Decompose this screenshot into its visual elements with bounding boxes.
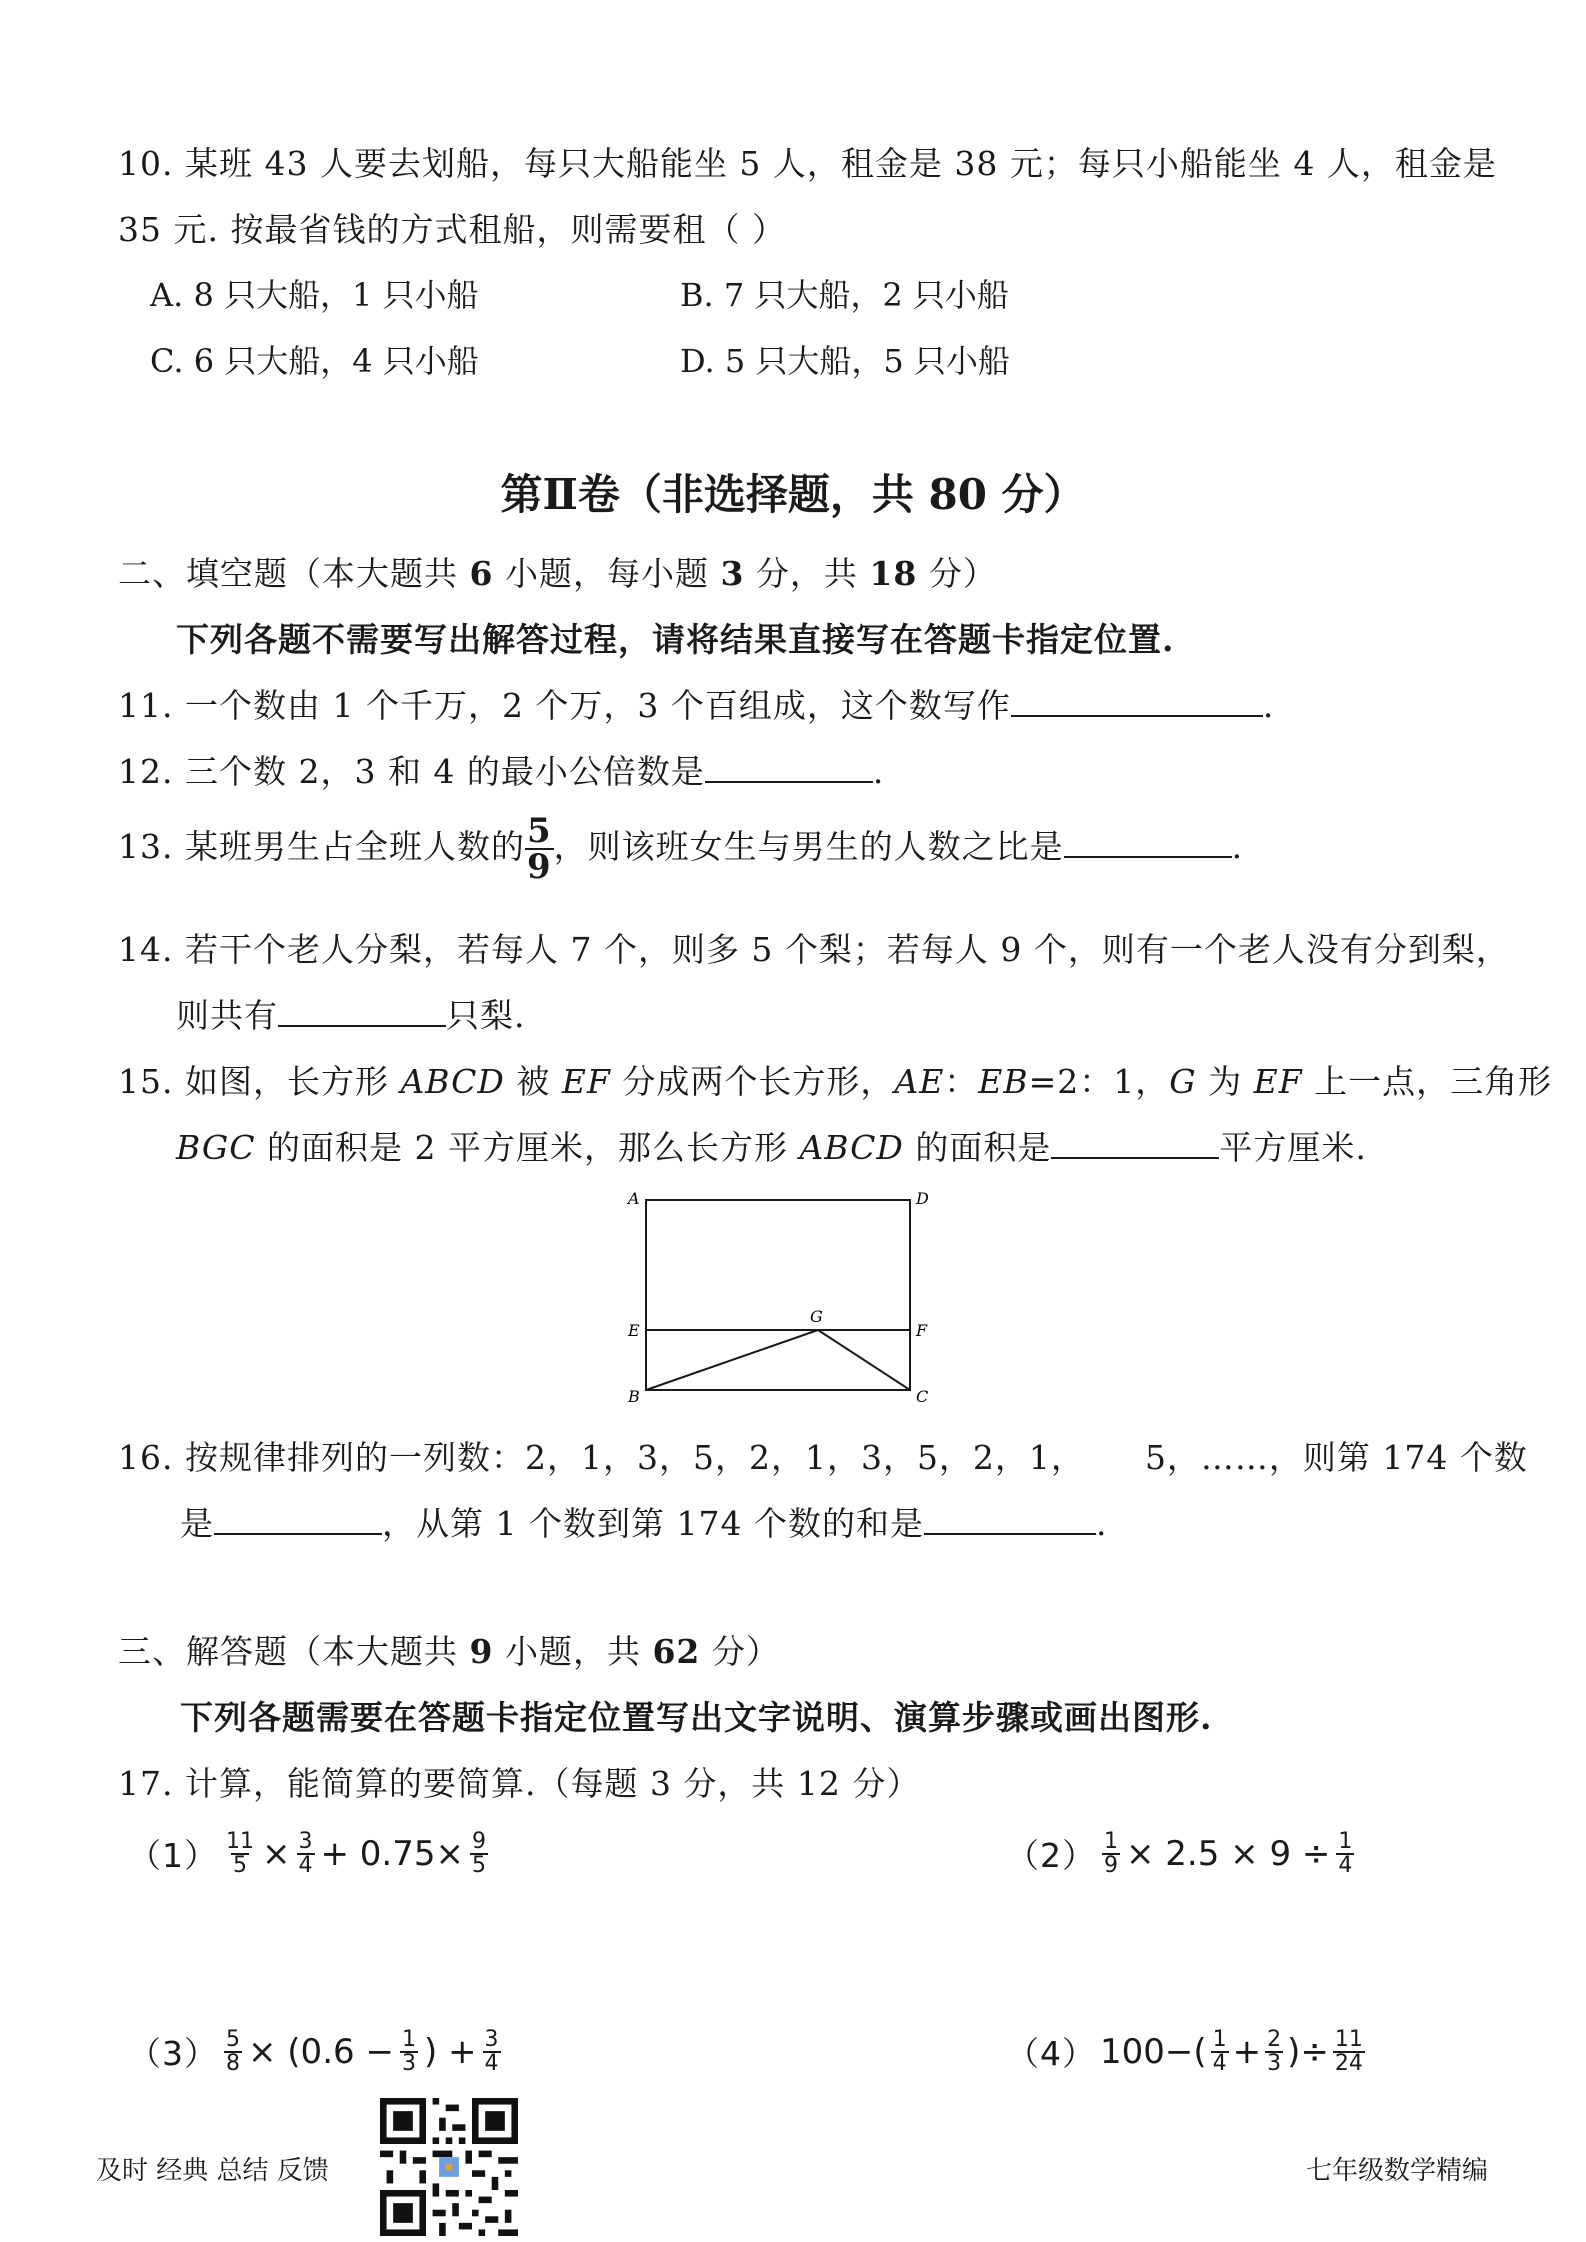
q11-answer-blank [1011, 685, 1263, 717]
label-a: A [628, 1189, 640, 1208]
q14-line2: 则共有 只梨. [176, 996, 526, 1035]
q10-option-a: A. 8 只大船，1 只小船 [150, 276, 479, 314]
label-c: C [916, 1387, 929, 1406]
q16-line2: 是 ，从第 1 个数到第 174 个数的和是 . [180, 1504, 1108, 1543]
section2-instruction: 下列各题不需要写出解答过程，请将结果直接写在答题卡指定位置. [176, 620, 1175, 659]
q17-title: 17. 计算，能简算的要简算.（每题 3 分，共 12 分） [118, 1764, 921, 1803]
segment-gc [818, 1330, 910, 1390]
label-b: B [628, 1387, 640, 1406]
label-g: G [810, 1307, 823, 1326]
q17-part2: （2） $\frac{1}{9}$ × 2.5 × 9 ÷ $\frac{1}{4}$ [1006, 1828, 1353, 1878]
q13: 13. 某班男生占全班人数的 $\frac{5}{9}$ ，则该班女生与男生的人数之比是 . [118, 811, 1244, 887]
q15-line1: 15. 如图，长方形 ABCD 被 EF 分成两个长方形，AE：EB=2：1，G 为 EF 上一点，三角形 [118, 1062, 1553, 1101]
segment-bg [646, 1330, 818, 1390]
q12: 12. 三个数 2，3 和 4 的最小公倍数是 . [118, 752, 885, 791]
q14-answer-blank [278, 995, 446, 1027]
section2-heading: 二、填空题（本大题共 6 小题，每小题 3 分，共 18 分） [118, 554, 997, 593]
q13-fraction: $\frac{5}{9}$ [526, 811, 552, 887]
q15-answer-blank [1051, 1127, 1219, 1159]
label-d: D [916, 1189, 929, 1208]
q17-part3: （3） $\frac{5}{8}$ × (0.6 − $\frac{1}{3}$ ) + $\frac{3}{4}$ [128, 2026, 499, 2076]
label-f: F [916, 1321, 928, 1340]
rectangle-figure [620, 1180, 940, 1410]
q10-line2: 35 元. 按最省钱的方式租船，则需要租（ ） [118, 210, 786, 249]
footer-left: 及时 经典 总结 反馈 [96, 2156, 329, 2186]
q14-line1: 14. 若干个老人分梨，若每人 7 个，则多 5 个梨；若每人 9 个，则有一个老人没有分到梨， [118, 930, 1510, 969]
q11: 11. 一个数由 1 个千万，2 个万，3 个百组成，这个数写作 . [118, 686, 1275, 725]
q16-answer-blank-2 [924, 1503, 1096, 1535]
q17-part4: （4） 100−( $\frac{1}{4}$ + $\frac{2}{3}$ )÷ $\frac{11}{24}$ [1006, 2026, 1363, 2076]
q13-answer-blank [1064, 826, 1232, 858]
footer-right: 七年级数学精编 [1306, 2156, 1489, 2186]
q17-part1: （1） $\frac{11}{5}$ × $\frac{3}{4}$ + 0.75× $\frac{9}{5}$ [128, 1828, 486, 1878]
section3-instruction: 下列各题需要在答题卡指定位置写出文字说明、演算步骤或画出图形. [180, 1698, 1213, 1737]
label-e: E [628, 1321, 640, 1340]
q12-answer-blank [705, 751, 873, 783]
qr-code-icon[interactable] [380, 2098, 518, 2236]
q16-answer-blank-1 [214, 1503, 382, 1535]
part2-title: 第Ⅱ卷（非选择题，共 80 分） [500, 470, 1086, 519]
q16-line1: 16. 按规律排列的一列数：2，1，3，5，2，1，3，5，2，1， 5，……，则第 174 个数 [118, 1438, 1528, 1477]
q10-line1: 10. 某班 43 人要去划船，每只大船能坐 5 人，租金是 38 元；每只小船能坐 4 人，租金是 [118, 144, 1497, 183]
q15-line2: BGC 的面积是 2 平方厘米，那么长方形 ABCD 的面积是 平方厘米. [176, 1128, 1367, 1167]
q10-option-b: B. 7 只大船，2 只小船 [680, 276, 1009, 314]
rectangle-abcd [646, 1200, 910, 1390]
section3-heading: 三、解答题（本大题共 9 小题，共 62 分） [118, 1632, 780, 1671]
q10-option-d: D. 5 只大船，5 只小船 [680, 342, 1010, 380]
q10-option-c: C. 6 只大船，4 只小船 [150, 342, 479, 380]
